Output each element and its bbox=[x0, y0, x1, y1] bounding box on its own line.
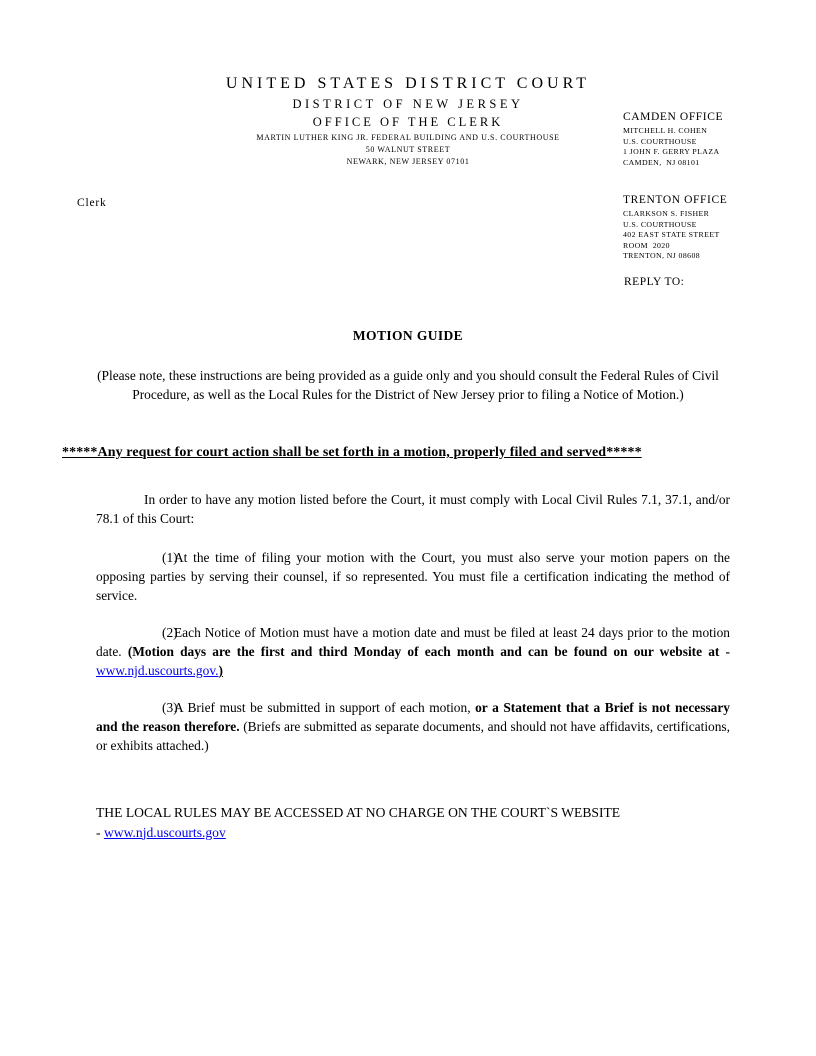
item-2-number: (2) bbox=[162, 625, 178, 640]
page-title: MOTION GUIDE bbox=[352, 328, 464, 343]
uscourts-website-link-footer[interactable]: www.njd.uscourts.gov bbox=[103, 824, 226, 840]
footer-link-line bbox=[96, 823, 730, 843]
camden-office-line: 1 JOHN F. GERRY PLAZA bbox=[623, 147, 720, 157]
trenton-office-line: TRENTON, NJ 08608 bbox=[623, 251, 701, 261]
intro-note: (Please note, these instructions are being provided as a guide only and you should consult the Federal Rules of Civil Procedure, as well as the Local Rules for the District of New Jersey prior to filing a Notice of Motion.) bbox=[97, 368, 719, 402]
uscourts-website-link[interactable]: www.njd.uscourts.gov. bbox=[96, 663, 219, 678]
office-of-the-clerk: OFFICE OF THE CLERK bbox=[312, 115, 504, 129]
court-name: UNITED STATES DISTRICT COURT bbox=[225, 75, 591, 92]
item-3-bold-text: or a Statement that a Brief is not necessary and the reason therefore. bbox=[96, 700, 731, 734]
camden-office-line: U.S. COURTHOUSE bbox=[623, 136, 697, 146]
camden-office-line: CAMDEN, NJ 08101 bbox=[623, 157, 700, 167]
trenton-office-title: TRENTON OFFICE bbox=[623, 194, 728, 206]
motion-item-1 bbox=[96, 548, 730, 605]
item-1-text: At the time of filing your motion with the Court, you must also serve your motion papers on the opposing parties by serving their counsel, if so represented. You must file a certification indicating the method of service. bbox=[96, 550, 730, 603]
trenton-office-line: ROOM 2020 bbox=[623, 240, 670, 250]
paragraph-intro: In order to have any motion listed before the Court, it must comply with Local Civil Rules 7.1, 37.1, and/or 78.1 of this Court: bbox=[96, 492, 730, 526]
footer-text: THE LOCAL RULES MAY BE ACCESSED AT NO CHARGE ON THE COURT`S WEBSITE bbox=[96, 805, 621, 820]
item-2-bold-text: (Motion days are the first and third Monday of each month and can be found on our website at - bbox=[127, 644, 730, 659]
rule-banner: *****Any request for court action shall be set forth in a motion, properly filed and served***** bbox=[62, 445, 642, 460]
trenton-office-line: 402 EAST STATE STREET bbox=[623, 230, 720, 240]
footer-note bbox=[96, 803, 730, 842]
court-building-line: MARTIN LUTHER KING JR. FEDERAL BUILDING AND U.S. COURTHOUSE bbox=[256, 133, 560, 142]
footer-dash: - bbox=[96, 824, 104, 840]
motion-item-3 bbox=[96, 698, 730, 755]
item-3-text-after: (Briefs are submitted as separate documents, and should not have affidavits, certifications, or exhibits attached.) bbox=[96, 719, 730, 753]
camden-office-block bbox=[623, 111, 723, 168]
clerk-label: Clerk bbox=[77, 197, 107, 209]
camden-office-line: MITCHELL H. COHEN bbox=[623, 126, 708, 135]
item-3-text: A Brief must be submitted in support of each motion, bbox=[174, 700, 476, 715]
item-3-number: (3) bbox=[162, 700, 178, 715]
motion-item-2 bbox=[96, 623, 730, 680]
camden-office-title: CAMDEN OFFICE bbox=[623, 111, 724, 123]
court-street-line: 50 WALNUT STREET bbox=[365, 145, 451, 154]
item-2-bold-close: ) bbox=[218, 663, 223, 678]
trenton-office-block bbox=[623, 194, 727, 262]
item-1-number: (1) bbox=[162, 550, 178, 565]
trenton-office-line: CLARKSON S. FISHER bbox=[623, 209, 710, 218]
trenton-office-line: U.S. COURTHOUSE bbox=[623, 219, 697, 229]
item-2-text: Each Notice of Motion must have a motion date and must be filed at least 24 days prior to the motion date. bbox=[96, 625, 730, 659]
reply-to-label: REPLY TO: bbox=[624, 276, 685, 288]
court-district: DISTRICT OF NEW JERSEY bbox=[292, 97, 524, 111]
court-city-line: NEWARK, NEW JERSEY 07101 bbox=[346, 157, 470, 166]
